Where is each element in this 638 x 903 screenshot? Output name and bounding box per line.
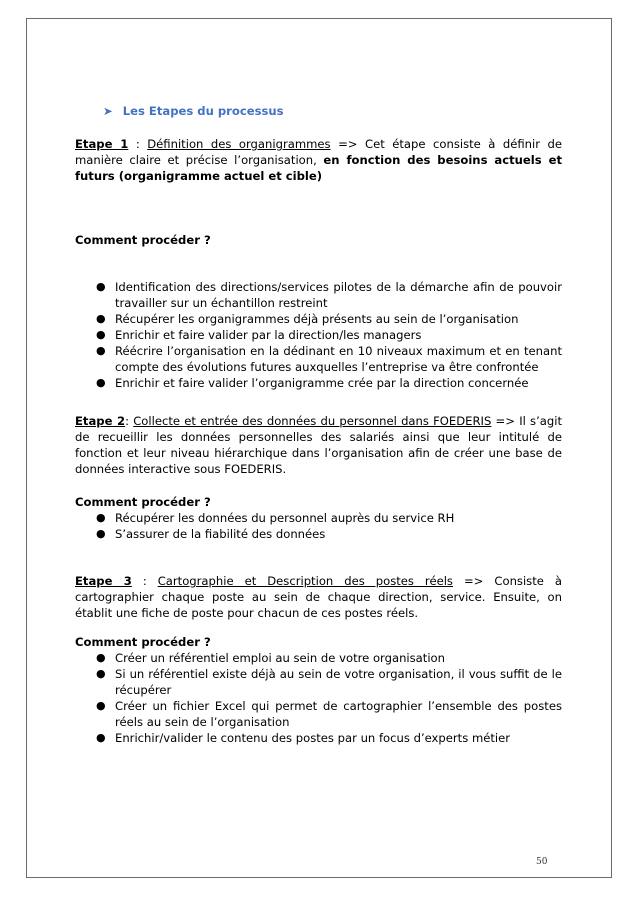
list-item bbox=[75, 327, 562, 343]
list-2 bbox=[75, 510, 562, 542]
comment-proceder-heading-1: Comment procéder ? bbox=[75, 233, 211, 247]
etape-3-label: Etape 3 bbox=[75, 574, 132, 588]
list-item-text: Enrichir et faire valider l’organigramme crée par la direction concernée bbox=[115, 376, 529, 390]
list-item bbox=[75, 526, 562, 542]
list-item bbox=[75, 666, 562, 698]
list-item-text: Si un référentiel existe déjà au sein de votre organisation, il vous suffit de le récupérer bbox=[115, 667, 562, 697]
bullet-dot-icon: ● bbox=[96, 699, 106, 712]
bullet-dot-icon: ● bbox=[96, 328, 106, 341]
list-1 bbox=[75, 279, 562, 391]
etape-2-label: Etape 2 bbox=[75, 414, 126, 428]
etape-1-title: Définition des organigrammes bbox=[147, 137, 331, 151]
list-item bbox=[75, 730, 562, 746]
arrow-bullet-icon: ➤ bbox=[103, 104, 113, 118]
list-item-text: Identification des directions/services pilotes de la démarche afin de pouvoir travailler sur un échantillon restreint bbox=[115, 280, 562, 310]
bullet-dot-icon: ● bbox=[96, 280, 106, 293]
list-item bbox=[75, 650, 562, 666]
page-number: 50 bbox=[536, 857, 548, 867]
etape-2-title: Collecte et entrée des données du personnel dans FOEDERIS bbox=[133, 414, 492, 428]
list-item-text: Enrichir et faire valider par la direction/les managers bbox=[115, 328, 422, 342]
etape-1-label: Etape 1 bbox=[75, 137, 129, 151]
etape-1-paragraph: Etape 1 : Définition des organigrammes => Cet étape consiste à définir de manière claire et précise l’organisation, en fonction des besoins actuels et futurs (organigramme actuel et cible) bbox=[75, 137, 562, 183]
section-title: ➤ Les Etapes du processus bbox=[103, 104, 284, 118]
list-item bbox=[75, 279, 562, 311]
etape-3-title: Cartographie et Description des postes réels bbox=[157, 574, 453, 588]
list-item-text: S’assurer de la fiabilité des données bbox=[115, 527, 326, 541]
bullet-dot-icon: ● bbox=[96, 731, 106, 744]
bullet-dot-icon: ● bbox=[96, 344, 106, 357]
list-item-text: Créer un fichier Excel qui permet de cartographier l’ensemble des postes réels au sein de l’organisation bbox=[115, 699, 562, 729]
list-item-text: Récupérer les données du personnel auprès du service RH bbox=[115, 511, 455, 525]
list-item bbox=[75, 343, 562, 375]
comment-proceder-heading-3: Comment procéder ? bbox=[75, 635, 211, 649]
list-3 bbox=[75, 650, 562, 746]
bullet-dot-icon: ● bbox=[96, 651, 106, 664]
list-item-text: Enrichir/valider le contenu des postes par un focus d’experts métier bbox=[115, 731, 511, 745]
comment-proceder-heading-2: Comment procéder ? bbox=[75, 495, 211, 509]
list-item bbox=[75, 375, 562, 391]
bullet-dot-icon: ● bbox=[96, 511, 106, 524]
bullet-dot-icon: ● bbox=[96, 312, 106, 325]
list-item-text: Récupérer les organigrammes déjà présents au sein de l’organisation bbox=[115, 312, 519, 326]
etape-2-paragraph: Etape 2: Collecte et entrée des données du personnel dans FOEDERIS => Il s’agit de recueillir les données personnelles des salariés ainsi que leur intitulé de fonction et leur niveau hiérarchique dans l’organisation afin de créer une base de données interactive sous FOEDERIS. bbox=[75, 414, 562, 476]
list-item-text: Créer un référentiel emploi au sein de votre organisation bbox=[115, 651, 445, 665]
etape-3-paragraph: Etape 3 : Cartographie et Description des postes réels => Consiste à cartographier chaque poste au sein de chaque direction, service. Ensuite, on établit une fiche de poste pour chacun de ces postes réels. bbox=[75, 574, 562, 620]
bullet-dot-icon: ● bbox=[96, 527, 106, 540]
list-item bbox=[75, 510, 562, 526]
bullet-dot-icon: ● bbox=[96, 376, 106, 389]
list-item bbox=[75, 698, 562, 730]
list-item bbox=[75, 311, 562, 327]
bullet-dot-icon: ● bbox=[96, 667, 106, 680]
list-item-text: Réécrire l’organisation en la dédinant en 10 niveaux maximum et en tenant compte des évolutions futures auxquelles l’entreprise va être confrontée bbox=[115, 344, 562, 374]
